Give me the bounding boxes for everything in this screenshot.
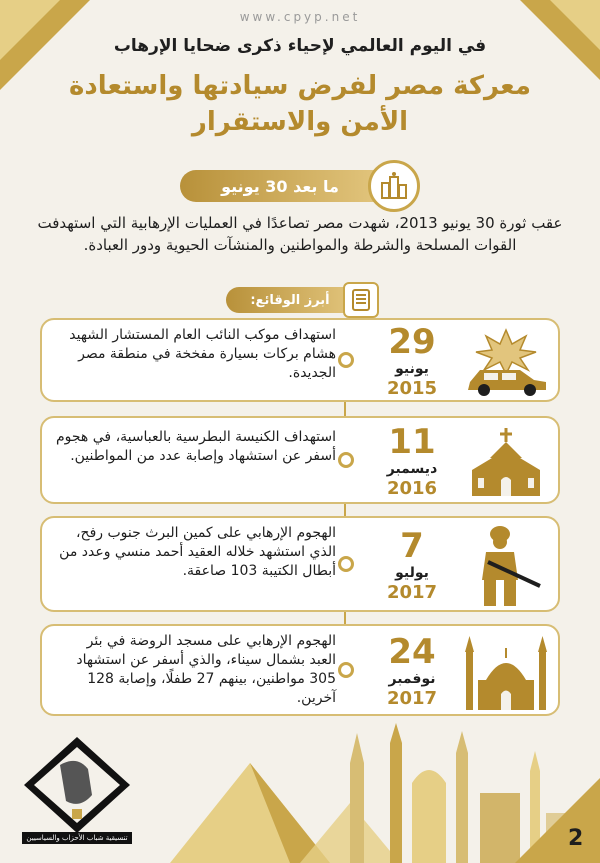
- corner-decoration-bottom-right: [515, 778, 600, 863]
- event-description: الهجوم الإرهابي على كمين البرث جنوب رفح، الذي استشهد خلاله العقيد أحمد منسي وعدد من أبطال الكتيبة 103 صاعقة.: [59, 525, 336, 579]
- event-day: 24: [388, 632, 436, 672]
- event-date: [372, 634, 452, 710]
- event-year: 2015: [386, 378, 438, 399]
- event-day: 7: [400, 526, 424, 566]
- event-description: استهداف الكنيسة البطرسية بالعباسية، في هجوم أسفر عن استشهاد وإصابة عدد من المواطنين.: [55, 429, 336, 464]
- logo-label: تنسيقية شباب الأحزاب والسياسيين: [22, 832, 132, 844]
- event-day: 11: [388, 422, 436, 462]
- corner-decoration-top-right-inner: [550, 0, 600, 50]
- document-list-icon: [343, 282, 379, 318]
- event-card: [40, 516, 560, 612]
- event-date: [372, 324, 452, 400]
- section-header-after-june: [180, 170, 380, 202]
- event-month: يوليو: [395, 565, 429, 581]
- city-buildings-icon: [368, 160, 420, 212]
- timeline-dot: [338, 662, 354, 678]
- event-year: 2017: [386, 688, 438, 709]
- event-year: 2016: [386, 478, 438, 499]
- timeline-dot: [338, 556, 354, 572]
- event-year: 2017: [386, 582, 438, 603]
- timeline-dot: [338, 452, 354, 468]
- page-number: 2: [568, 826, 584, 851]
- section-header-events: [226, 287, 354, 313]
- page-title: معركة مصر لفرض سيادتها واستعادة الأمن والاستقرار: [69, 71, 531, 137]
- event-card: [40, 624, 560, 716]
- corner-decoration-top-left-inner: [0, 0, 60, 60]
- page-subtitle: في اليوم العالمي لإحياء ذكرى ضحايا الإرهاب: [113, 36, 487, 56]
- event-date: [372, 528, 452, 604]
- event-description: الهجوم الإرهابي على مسجد الروضة في بئر العبد بشمال سيناء، والذي أسفر عن استشهاد 305 مواطنين، بينهم 27 طفلًا، وإصابة 128 آخرين.: [76, 633, 336, 706]
- event-month: يونيو: [395, 361, 429, 377]
- website-url: www.cpyp.net: [239, 10, 361, 24]
- event-description: استهداف موكب النائب العام المستشار الشهيد هشام بركات بسيارة مفخخة في منطقة مصر الجديدة.: [69, 327, 336, 381]
- event-day: 29: [388, 322, 436, 362]
- event-month: نوفمبر: [388, 671, 436, 687]
- section-header-label: أبرز الوقائع:: [250, 292, 330, 308]
- event-date: [372, 424, 452, 500]
- event-month: ديسمبر: [386, 461, 438, 477]
- soldier-icon: [458, 524, 554, 608]
- timeline-dot: [338, 352, 354, 368]
- section-header-label: ما بعد 30 يونيو: [221, 176, 339, 196]
- event-card: [40, 416, 560, 504]
- car-explosion-icon: [458, 328, 554, 396]
- intro-paragraph: عقب ثورة 30 يونيو 2013، شهدت مصر تصاعدًا في العمليات الإرهابية التي استهدفت القوات المسلحة والشرطة والمواطنين والمنشآت الحيوية ودور العبادة.: [37, 214, 563, 254]
- church-icon: [458, 426, 554, 498]
- mosque-icon: [458, 632, 554, 712]
- event-card: [40, 318, 560, 402]
